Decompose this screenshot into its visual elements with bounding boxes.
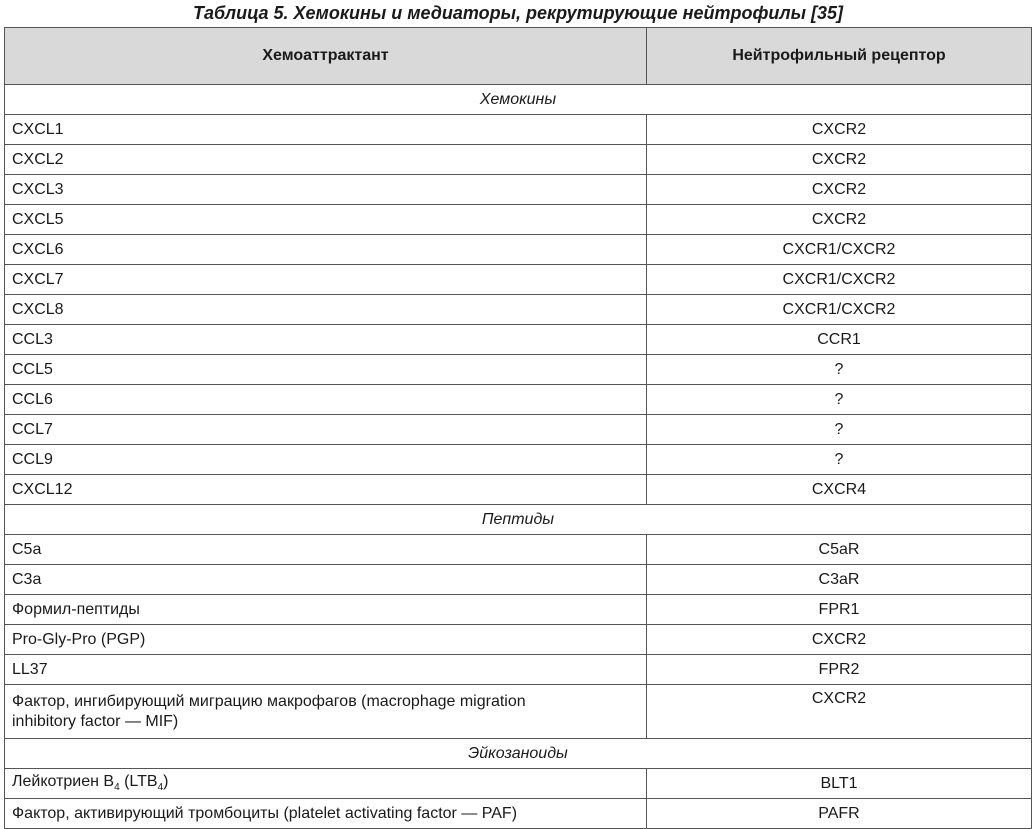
agent-text: Лейкотриен B [12,773,115,791]
agent-cell: CXCL12 [5,475,647,505]
agent-cell: Фактор, активирующий тромбоциты (platelet activating factor — PAF) [5,799,647,829]
section-row-chemokines [5,85,1032,115]
header-chemoattractant: Хемоаттрактант [5,28,647,85]
table-row [5,655,1032,685]
receptor-cell: ? [647,355,1032,385]
receptor-cell: CXCR2 [647,685,1032,739]
table-row [5,565,1032,595]
receptor-cell: CXCR1/CXCR2 [647,235,1032,265]
agent-cell: CXCL5 [5,205,647,235]
table-row [5,205,1032,235]
agent-cell: CXCL6 [5,235,647,265]
agent-cell: CXCL2 [5,145,647,175]
receptor-cell: ? [647,445,1032,475]
table-row [5,295,1032,325]
receptor-cell: FPR1 [647,595,1032,625]
receptor-cell: CCR1 [647,325,1032,355]
receptor-cell: CXCR2 [647,145,1032,175]
receptor-cell: CXCR4 [647,475,1032,505]
header-receptor: Нейтрофильный рецептор [647,28,1032,85]
agent-cell: CCL3 [5,325,647,355]
agent-line: inhibitory factor — MIF) [12,712,179,730]
section-row-peptides [5,505,1032,535]
agent-cell: CXCL7 [5,265,647,295]
receptor-cell: CXCR2 [647,175,1032,205]
agent-cell: Формил-пептиды [5,595,647,625]
table-row [5,685,1032,739]
table-row [5,145,1032,175]
receptor-cell: BLT1 [647,769,1032,799]
agent-line: Фактор, ингибирующий миграцию макрофагов (macrophage migration [12,692,526,710]
table-row [5,325,1032,355]
receptor-cell: CXCR2 [647,205,1032,235]
table-row [5,415,1032,445]
section-title: Пептиды [5,505,1032,535]
section-title: Эйкозаноиды [5,739,1032,769]
agent-cell: CCL6 [5,385,647,415]
subscript: 4 [114,782,120,794]
agent-cell: CXCL1 [5,115,647,145]
table-row [5,625,1032,655]
agent-cell: Pro-Gly-Pro (PGP) [5,625,647,655]
receptor-cell: ? [647,415,1032,445]
table-row [5,115,1032,145]
agent-cell: C3a [5,565,647,595]
table-row [5,595,1032,625]
receptor-cell: C5aR [647,535,1032,565]
table-row [5,235,1032,265]
agent-cell: CCL5 [5,355,647,385]
receptor-cell: PAFR [647,799,1032,829]
agent-cell: CCL7 [5,415,647,445]
receptor-cell: CXCR2 [647,625,1032,655]
table-row [5,769,1032,799]
receptor-cell: C3aR [647,565,1032,595]
table-row [5,799,1032,829]
table-caption: Таблица 5. Хемокины и медиаторы, рекрутирующие нейтрофилы [35] [192,3,843,23]
agent-cell: LL37 [5,655,647,685]
table-row [5,175,1032,205]
agent-cell: C5a [5,535,647,565]
table-header-row [5,28,1032,85]
table-row [5,265,1032,295]
agent-cell [5,769,647,799]
table-row [5,535,1032,565]
receptor-cell: CXCR1/CXCR2 [647,265,1032,295]
table-row [5,385,1032,415]
receptor-cell: FPR2 [647,655,1032,685]
section-title: Хемокины [5,85,1032,115]
receptor-cell: CXCR1/CXCR2 [647,295,1032,325]
agent-cell: CCL9 [5,445,647,475]
table-row [5,355,1032,385]
agent-text: (LTB [119,773,158,791]
receptor-cell: CXCR2 [647,115,1032,145]
subscript: 4 [157,782,164,794]
agent-cell [5,685,647,739]
receptor-cell: ? [647,385,1032,415]
section-row-eicosanoids [5,739,1032,769]
chemoattractant-table [4,27,1032,829]
agent-cell: CXCL8 [5,295,647,325]
agent-text: ) [163,773,169,791]
table-row [5,475,1032,505]
table-row [5,445,1032,475]
agent-cell: CXCL3 [5,175,647,205]
